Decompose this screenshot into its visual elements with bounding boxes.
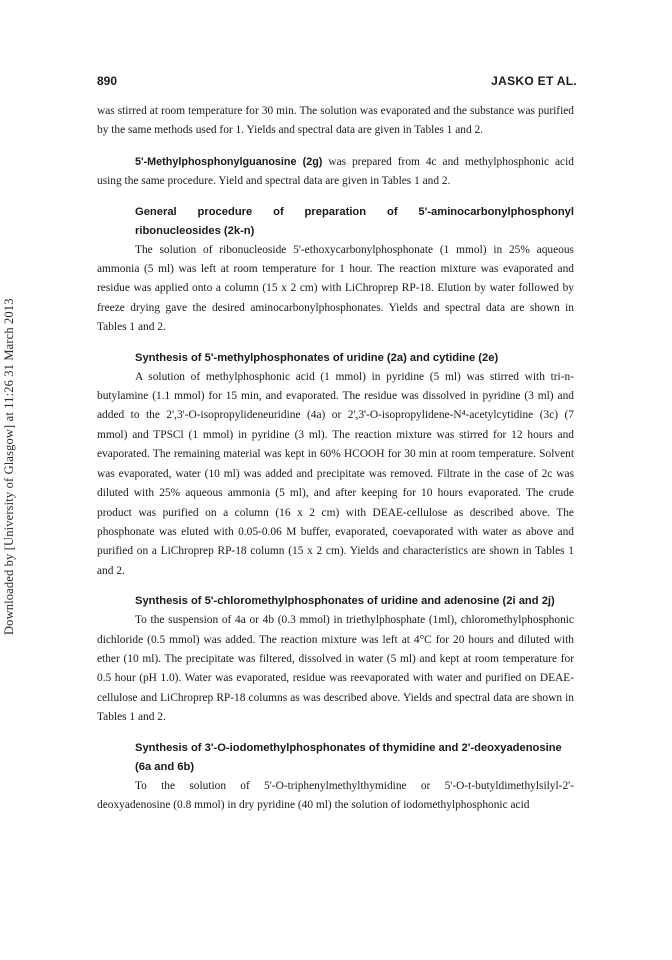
section-body-methylphosphonates: A solution of methylphosphonic acid (1 mmol) in pyridine (5 ml) was stirred with tri-n-butylamine (1.1 mmol) for 15 min, and evaporated. The residue was dissolved in pyridine (3 ml) and added to the 2',3'-O-isopropylideneuridine (4a) or 2',3'-O-isopropylidene-N⁴-acetylcytidine (3c) (7 mmol) and TPSCl (1 mmol) in pyridine (3 ml). The reaction mixture was stirred for 12 hours and evaporated. The remaining material was kept in 60% HCOOH for 30 min at room temperature. Solvent was evaporated, water (10 ml) was added and precipitate was removed. Filtrate in the case of 2c was diluted with 25% aqueous ammonia (5 ml), and after keeping for 10 hours evaporated. The crude product was purified on a column (16 x 2 cm) with DEAE-cellulose as described above. The phosphonate was eluted with 0.05-0.06 M buffer, evaporated, coevaporated with water as above and purified on a LiChroprep RP-18 column (15 x 2 cm). Yields and characteristics are shown in Tables 1 and 2.: [97, 370, 574, 577]
paragraph-2g-text: was prepared from 4c and methylphosphonic acid using the same procedure. Yield and spectral data are given in Tables 1 and 2.: [97, 155, 574, 188]
article-body: [97, 102, 574, 815]
compound-title: 5'-Methylphosphonylguanosine (2g): [135, 155, 323, 168]
section-heading-chloromethylphosphonates: Synthesis of 5'-chloromethylphosphonates of uridine and adenosine (2i and 2j): [135, 595, 555, 608]
download-watermark: Downloaded by [University of Glasgow] at 11:26 31 March 2013: [2, 298, 16, 635]
section-body-chloromethylphosphonates: To the suspension of 4a or 4b (0.3 mmol) in triethylphosphate (1ml), chloromethylphosphonic dichloride (0.5 mmol) was added. The reaction mixture was left at 4°C for 20 hours and diluted with ether (10 ml). The precipitate was filtered, dissolved in water (5 ml) and kept at room temperature for 0.5 hour (pH 1.0). Water was evaporated, residue was reevaporated with water and purified on DEAE-cellulose and LiChroprep RP-18 columns as was described above. Yields and spectral data are shown in Tables 1 and 2.: [97, 614, 574, 724]
paragraph-continued: was stirred at room temperature for 30 min. The solution was evaporated and the substance was purified by the same methods used for 1. Yields and spectral data are given in Tables 1 and 2.: [97, 105, 574, 137]
page-header: [97, 74, 577, 92]
paragraph-2g: [97, 153, 574, 192]
section-heading-iodomethylphosphonates: Synthesis of 3'-O-iodomethylphosphonates of thymidine and 2'-deoxyadenosine (6a and 6b): [135, 741, 562, 773]
section-body-iodomethylphosphonates: To the solution of 5'-O-triphenylmethylthymidine or 5'-O-t-butyldimethylsilyl-2'-deoxyadenosine (0.8 mmol) in dry pyridine (40 ml) the solution of iodomethylphosphonic acid: [97, 779, 574, 811]
section-heading-aminocarbonyl: General procedure of preparation of 5'-aminocarbonylphosphonyl ribonucleosides (2k-n): [135, 205, 574, 237]
section-heading-methylphosphonates: Synthesis of 5'-methylphosphonates of uridine (2a) and cytidine (2e): [135, 351, 499, 364]
section-body-aminocarbonyl: The solution of ribonucleoside 5'-ethoxycarbonylphosphonate (1 mmol) in 25% aqueous ammonia (5 ml) was left at room temperature for 1 hour. The reaction mixture was evaporated and residue was applied onto a column (15 x 2 cm) with LiChroprep RP-18. Elution by water followed by freeze drying gave the desired aminocarbonylphosphonates. Yields and spectral data are shown in Tables 1 and 2.: [97, 243, 574, 334]
running-head: JASKO ET AL.: [491, 74, 577, 88]
page-number: 890: [97, 74, 118, 88]
